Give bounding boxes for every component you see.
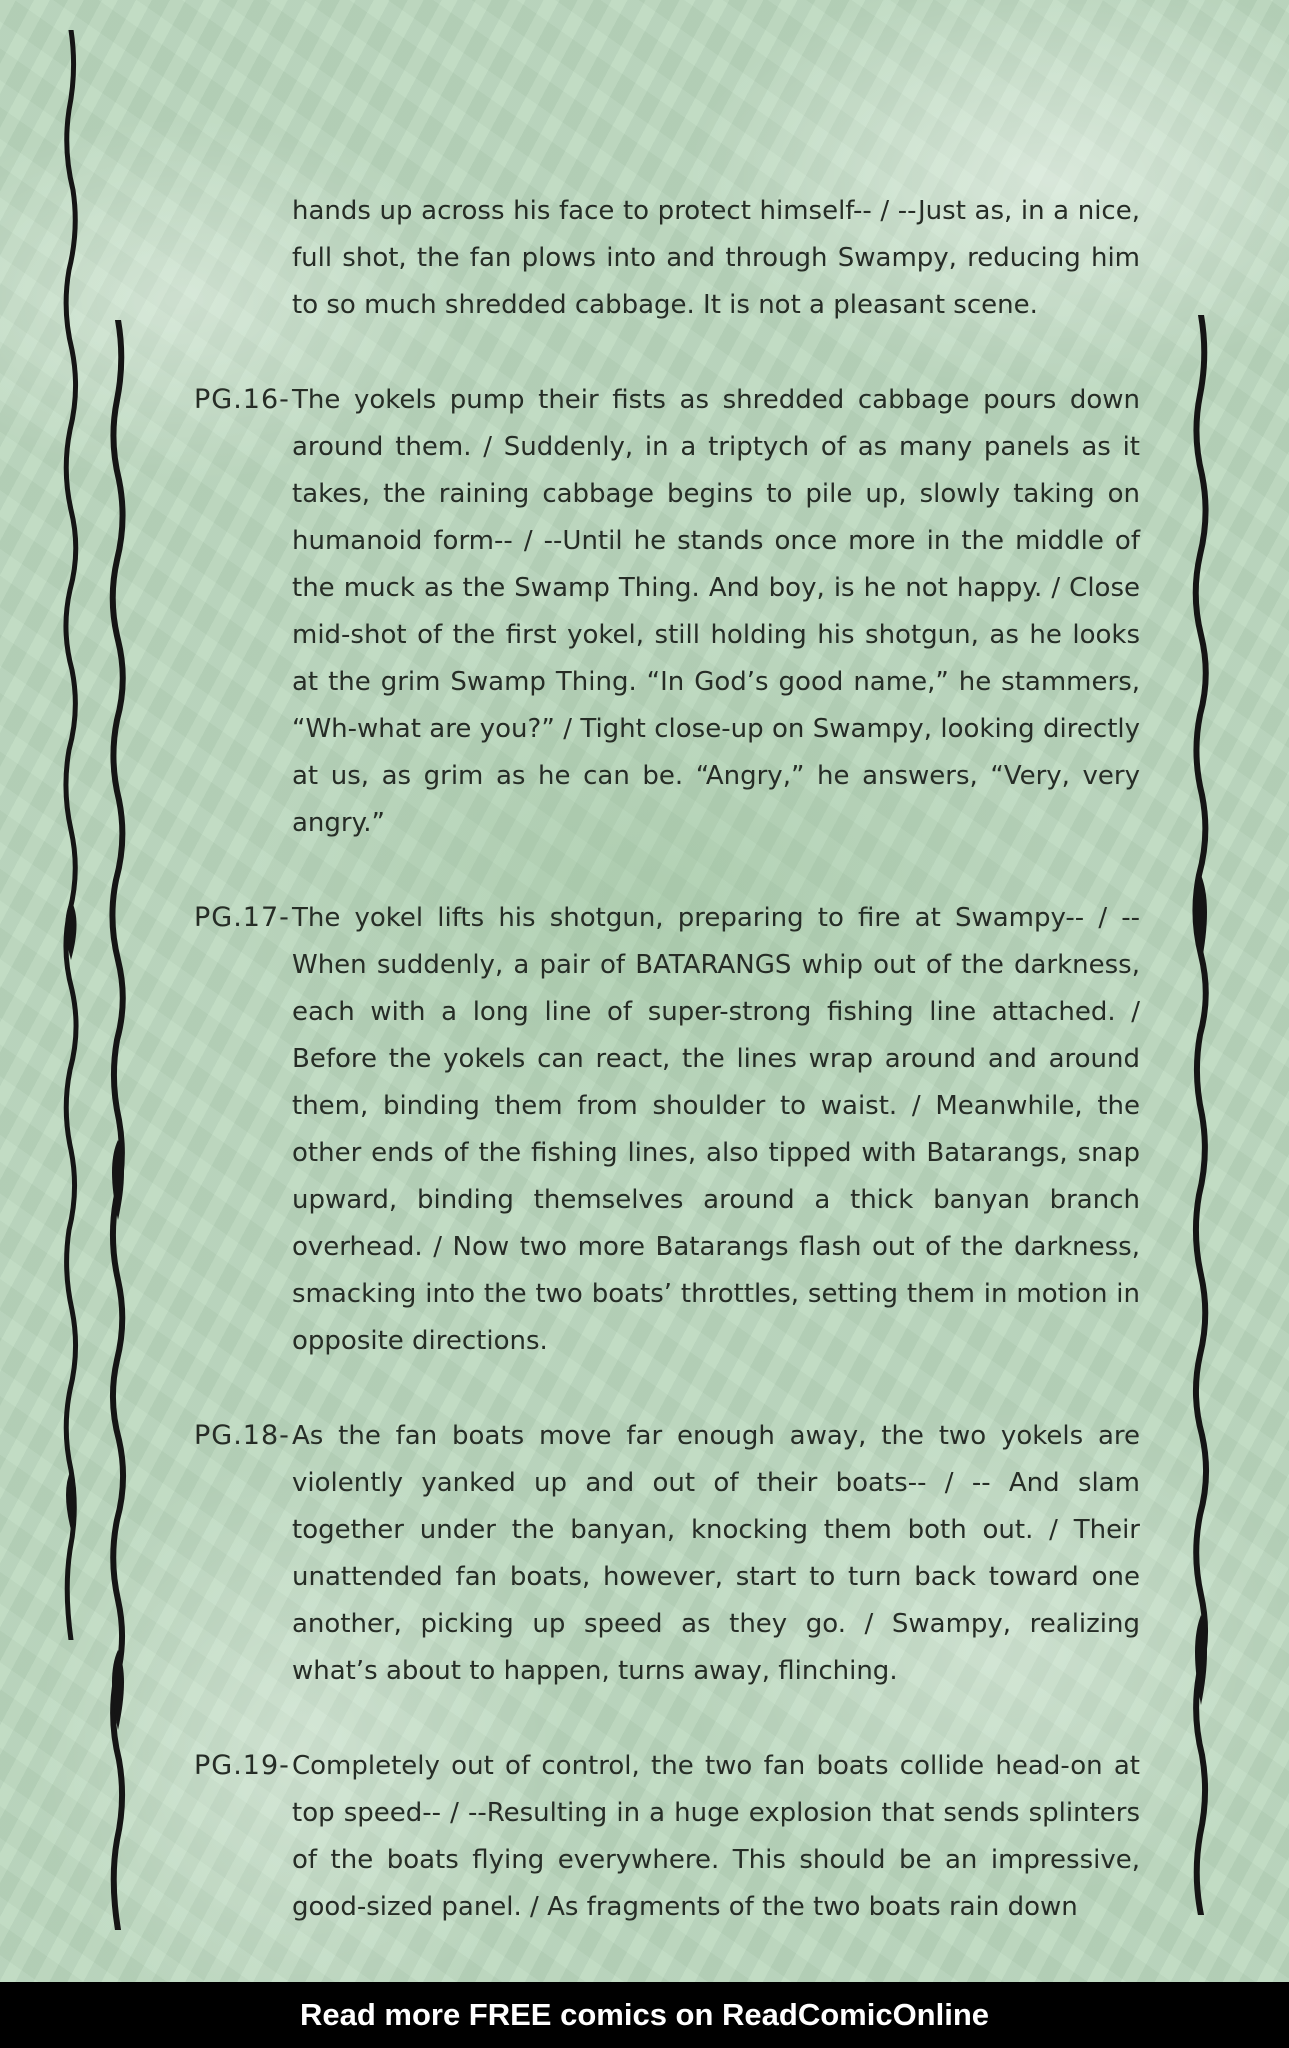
paragraph-text: hands up across his face to protect himself-- / --Just as, in a nice, full shot, the fan plows into and through Swampy, reducing him to so much shredded cabbage. It is not a pleasant scene.	[292, 196, 1140, 320]
footer-banner[interactable]	[0, 1982, 1289, 2048]
left-outer-vine-border	[58, 30, 84, 1640]
script-text-column	[194, 188, 1140, 1978]
script-paragraph	[194, 894, 1140, 1365]
left-inner-vine-border	[105, 320, 131, 1930]
page-number-label: PG.16-	[194, 384, 290, 415]
paragraph-text: Completely out of control, the two fan boats collide head-on at top speed-- / --Resulting in a huge explosion that sends splinters of the boats flying everywhere. This should be an impressive, good-sized panel. / As fragments of the two boats rain down	[292, 1751, 1140, 1922]
page-number-label: PG.17-	[194, 902, 290, 933]
script-paragraph	[194, 376, 1140, 847]
page-number-label: PG.18-	[194, 1420, 290, 1451]
script-paragraph	[194, 188, 1140, 329]
paragraph-text: The yokels pump their fists as shredded cabbage pours down around them. / Suddenly, in a triptych of as many panels as it takes, the raining cabbage begins to pile up, slowly taking on humanoid form-- / --Until he stands once more in the middle of the muck as the Swamp Thing. And boy, is he not happy. / Close mid-shot of the first yokel, still holding his shotgun, as he looks at the grim Swamp Thing. “In God’s good name,” he stammers, “Wh-what are you?” / Tight close-up on Swampy, looking directly at us, as grim as he can be. “Angry,” he answers, “Very, very angry.”	[292, 385, 1140, 838]
script-paragraph	[194, 1412, 1140, 1695]
paragraph-text: The yokel lifts his shotgun, preparing to fire at Swampy-- / --When suddenly, a pair of BATARANGS whip out of the darkness, each with a long line of super-strong fishing line attached. / Before the yokels can react, the lines wrap around and around them, binding them from shoulder to waist. / Meanwhile, the other ends of the fishing lines, also tipped with Batarangs, snap upward, binding themselves around a thick banyan branch overhead. / Now two more Batarangs flash out of the darkness, smacking into the two boats’ throttles, setting them in motion in opposite directions.	[292, 903, 1140, 1356]
script-paragraph	[194, 1742, 1140, 1931]
footer-link-text[interactable]: Read more FREE comics on ReadComicOnline	[299, 1997, 990, 2032]
page-number-label: PG.19-	[194, 1750, 290, 1781]
paragraph-text: As the fan boats move far enough away, the two yokels are violently yanked up and out of their boats-- / -- And slam together under the banyan, knocking them both out. / Their unattended fan boats, however, start to turn back toward one another, picking up speed as they go. / Swampy, realizing what’s about to happen, turns away, flinching.	[292, 1421, 1140, 1686]
right-vine-border	[1188, 315, 1214, 1915]
